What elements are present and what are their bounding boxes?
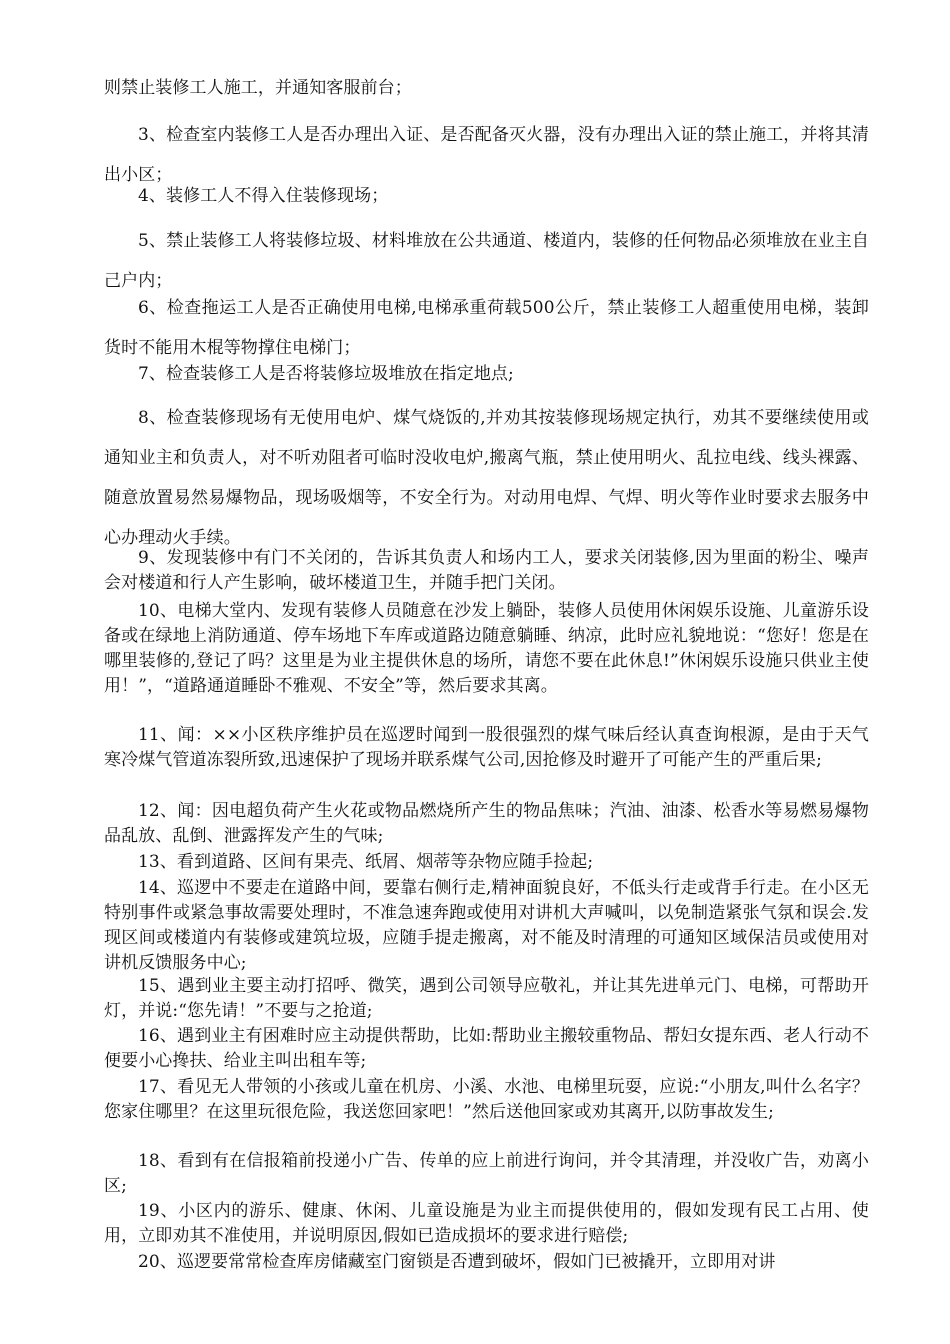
paragraph-item-20: 20、巡逻要常常检查库房储藏室门窗锁是否遭到破坏，假如门已被撬开，立即用对讲 bbox=[138, 1252, 776, 1272]
paragraph-item-17: 17、看见无人带领的小孩或儿童在机房、小溪、水池、电梯里玩耍，应说:“小朋友,叫什么名字？您家住哪里？在这里玩很危险，我送您回家吧！”然后送他回家或劝其离开,以防事故发生; bbox=[104, 1077, 869, 1122]
paragraph-continuation: 则禁止装修工人施工，并通知客服前台； bbox=[104, 78, 412, 98]
paragraph-item-6: 6、检查拖运工人是否正确使用电梯,电梯承重荷载500公斤，禁止装修工人超重使用电梯，装卸货时不能用木棍等物撑住电梯门； bbox=[104, 298, 869, 358]
paragraph-item-15: 15、遇到业主要主动打招呼、微笑，遇到公司领导应敬礼，并让其先进单元门、电梯，可帮助开灯，并说:“您先请！”不要与之抢道; bbox=[104, 976, 869, 1021]
paragraph-item-19: 19、小区内的游乐、健康、休闲、儿童设施是为业主而提供使用的，假如发现有民工占用、使用，立即劝其不准使用，并说明原因,假如已造成损坏的要求进行赔偿; bbox=[104, 1201, 869, 1246]
paragraph-item-13: 13、看到道路、区间有果壳、纸屑、烟蒂等杂物应随手捡起; bbox=[138, 852, 594, 872]
paragraph-item-10: 10、电梯大堂内、发现有装修人员随意在沙发上躺卧，装修人员使用休闲娱乐设施、儿童游乐设备或在绿地上消防通道、停车场地下车库或道路边随意躺睡、纳凉，此时应礼貌地说：“您好！您是在哪里装修的,登记了吗？这里是为业主提供休息的场所，请您不要在此休息!”休闲娱乐设施只供业主使用！”，“道路通道睡卧不雅观、不安全”等，然后要求其离。 bbox=[104, 601, 869, 696]
paragraph-item-9: 9、发现装修中有门不关闭的，告诉其负责人和场内工人，要求关闭装修,因为里面的粉尘、噪声会对楼道和行人产生影响，破坏楼道卫生，并随手把门关闭。 bbox=[104, 548, 869, 593]
paragraph-item-7: 7、检查装修工人是否将装修垃圾堆放在指定地点; bbox=[138, 364, 514, 384]
paragraph-item-11: 11、闻：××小区秩序维护员在巡逻时闻到一股很强烈的煤气味后经认真查询根源，是由于天气寒冷煤气管道冻裂所致,迅速保护了现场并联系煤气公司,因抢修及时避开了可能产生的严重后果; bbox=[104, 725, 869, 770]
paragraph-item-8: 8、检查装修现场有无使用电炉、煤气烧饭的,并劝其按装修现场规定执行，劝其不要继续使用或通知业主和负责人，对不听劝阻者可临时没收电炉,搬离气瓶，禁止使用明火、乱拉电线、线头裸露、随意放置易然易爆物品，现场吸烟等，不安全行为。对动用电焊、气焊、明火等作业时要求去服务中心办理动火手续。 bbox=[104, 408, 869, 548]
paragraph-item-18: 18、看到有在信报箱前投递小广告、传单的应上前进行询问，并令其清理，并没收广告，劝离小区; bbox=[104, 1151, 869, 1196]
paragraph-item-12: 12、闻：因电超负荷产生火花或物品燃烧所产生的物品焦味；汽油、油漆、松香水等易燃易爆物品乱放、乱倒、泄露挥发产生的气味; bbox=[104, 801, 869, 846]
paragraph-item-4: 4、装修工人不得入住装修现场； bbox=[138, 186, 389, 206]
paragraph-item-14: 14、巡逻中不要走在道路中间，要靠右侧行走,精神面貌良好，不低头行走或背手行走。在小区无特别事件或紧急事故需要处理时，不准急速奔跑或使用对讲机大声喊叫，以免制造紧张气氛和误会.发现区间或楼道内有装修或建筑垃圾，应随手提走搬离，对不能及时清理的可通知区域保洁员或使用对讲机反馈服务中心; bbox=[104, 878, 869, 973]
paragraph-item-16: 16、遇到业主有困难时应主动提供帮助，比如:帮助业主搬较重物品、帮妇女提东西、老人行动不便要小心搀扶、给业主叫出租车等; bbox=[104, 1026, 869, 1071]
paragraph-item-5: 5、禁止装修工人将装修垃圾、材料堆放在公共通道、楼道内，装修的任何物品必须堆放在业主自己户内； bbox=[104, 231, 869, 291]
paragraph-item-3: 3、检查室内装修工人是否办理出入证、是否配备灭火器，没有办理出入证的禁止施工，并将其清出小区； bbox=[104, 125, 869, 185]
